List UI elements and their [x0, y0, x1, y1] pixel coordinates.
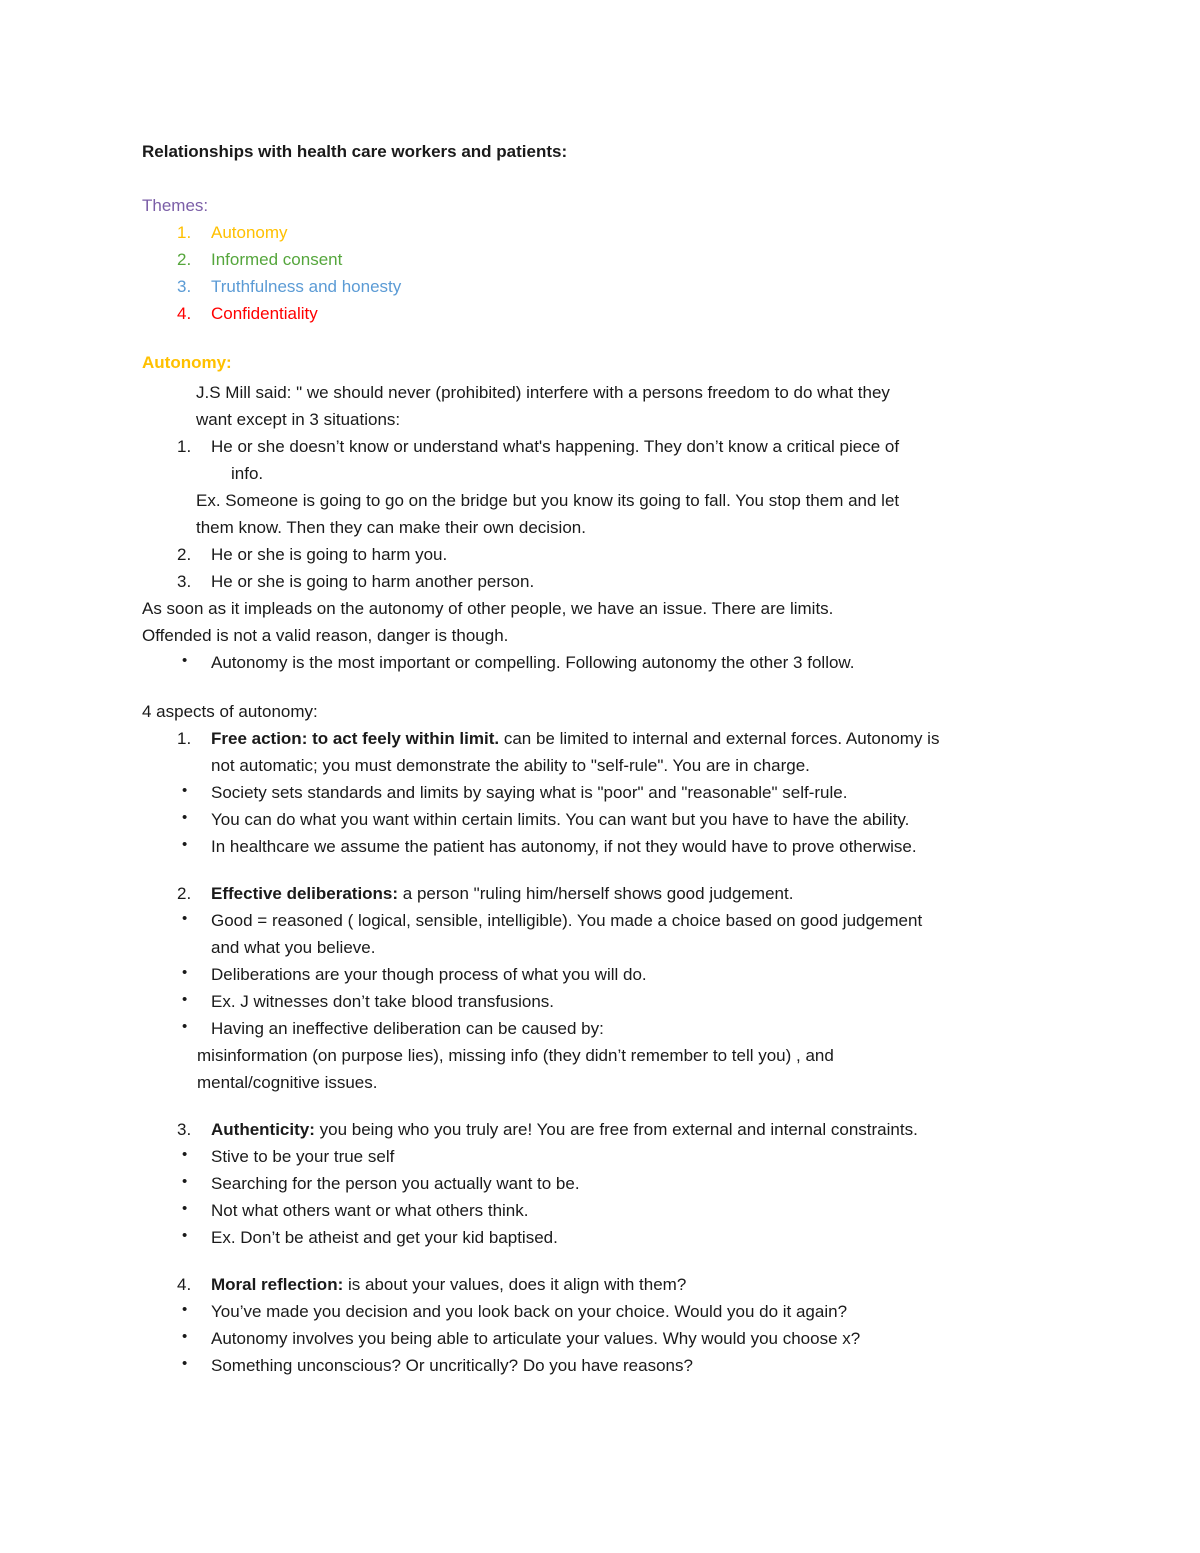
theme-number: 3.: [177, 277, 192, 296]
list-number: 4.: [177, 1275, 192, 1294]
continuation-paragraph: [197, 1042, 1060, 1096]
text-line: Not what others want or what others think.: [211, 1201, 529, 1220]
text-line: Searching for the person you actually want to be.: [211, 1174, 580, 1193]
text-line: He or she is going to harm another person.: [211, 572, 535, 591]
aspect-moral-reflection: [142, 1271, 1060, 1379]
limits-paragraph-2: Offended is not a valid reason, danger is though.: [142, 626, 509, 645]
aspect-term: Moral reflection:: [211, 1275, 344, 1294]
text-line: He or she doesn’t know or understand what's happening. They don’t know a critical piece of: [211, 437, 900, 456]
aspect-definition: you being who you truly are! You are free from external and internal constraints.: [314, 1120, 918, 1139]
text-line: You’ve made you decision and you look back on your choice. Would you do it again?: [211, 1302, 848, 1321]
bullet-item: [142, 1170, 1060, 1197]
list-number: 3.: [177, 572, 192, 591]
bullet-item: [142, 779, 1060, 806]
text-line: Good = reasoned ( logical, sensible, intelligible). You made a choice based on good judgement: [211, 911, 923, 930]
theme-label: Confidentiality: [211, 304, 318, 323]
document-title: Relationships with health care workers and patients:: [142, 142, 568, 161]
aspect-term: Effective deliberations:: [211, 884, 399, 903]
text-line: and what you believe.: [211, 938, 376, 957]
bullet-item: [142, 833, 1060, 860]
text-line: Ex. Don’t be atheist and get your kid baptised.: [211, 1228, 558, 1247]
situation-item-1: [142, 433, 1060, 487]
bullet-item: [142, 1325, 1060, 1352]
aspect-authenticity: [142, 1116, 1060, 1251]
aspect-free-action: [142, 725, 1060, 860]
bullet-item: [142, 907, 1060, 961]
aspect-definition: a person "ruling him/herself shows good judgement.: [398, 884, 794, 903]
text-line: info.: [231, 464, 264, 483]
example-paragraph: [196, 487, 1060, 541]
text-line: Autonomy is the most important or compelling. Following autonomy the other 3 follow.: [211, 653, 855, 672]
text-line: mental/cognitive issues.: [197, 1073, 378, 1092]
text-line: Deliberations are your though process of what you will do.: [211, 965, 647, 984]
situation-item-2: [142, 541, 1060, 568]
theme-number: 4.: [177, 304, 192, 323]
list-number: 3.: [177, 1120, 192, 1139]
list-number: 1.: [177, 437, 192, 456]
aspect-heading-line: [142, 1271, 1060, 1298]
text-line: In healthcare we assume the patient has autonomy, if not they would have to prove otherwise.: [211, 837, 917, 856]
text-line: Society sets standards and limits by saying what is "poor" and "reasonable" self-rule.: [211, 783, 848, 802]
text-line: Having an ineffective deliberation can be caused by:: [211, 1019, 604, 1038]
aspect-term: Free action: to act feely within limit.: [211, 729, 500, 748]
aspect-heading-line: [142, 725, 1060, 779]
aspect-term: Authenticity:: [211, 1120, 315, 1139]
text-line: He or she is going to harm you.: [211, 545, 448, 564]
bullet-item: [142, 1143, 1060, 1170]
bullet-item: [142, 1298, 1060, 1325]
text-line: Ex. J witnesses don’t take blood transfusions.: [211, 992, 555, 1011]
bullet-item-importance: [142, 649, 1060, 676]
theme-label: Informed consent: [211, 250, 343, 269]
text-line: not automatic; you must demonstrate the ability to "self-rule". You are in charge.: [211, 756, 810, 775]
text-line: misinformation (on purpose lies), missing info (they didn’t remember to tell you) , and: [197, 1046, 834, 1065]
aspect-heading-line: [142, 880, 1060, 907]
text-line: You can do what you want within certain limits. You can want but you have to have the ability.: [211, 810, 910, 829]
aspect-effective-deliberations: [142, 880, 1060, 1096]
bullet-item: [142, 961, 1060, 988]
text-line: J.S Mill said: " we should never (prohibited) interfere with a persons freedom to do what they: [196, 383, 890, 402]
text-line: Stive to be your true self: [211, 1147, 395, 1166]
bullet-item: [142, 806, 1060, 833]
themes-heading: Themes:: [142, 196, 209, 215]
text-line: them know. Then they can make their own decision.: [196, 518, 586, 537]
situation-item-3: [142, 568, 1060, 595]
text-line: want except in 3 situations:: [196, 410, 401, 429]
theme-label: Autonomy: [211, 223, 288, 242]
themes-section: [142, 192, 1060, 327]
bullet-item: [142, 1015, 1060, 1042]
bullet-item: [142, 988, 1060, 1015]
bullet-item: [142, 1197, 1060, 1224]
aspect-definition: can be limited to internal and external forces. Autonomy is: [499, 729, 940, 748]
autonomy-section-heading: Autonomy:: [142, 353, 232, 372]
theme-item-autonomy: [142, 219, 1060, 246]
bullet-item: [142, 1352, 1060, 1379]
list-number: 1.: [177, 729, 192, 748]
aspect-heading-line: [142, 1116, 1060, 1143]
theme-item-informed-consent: [142, 246, 1060, 273]
limits-paragraph-1: As soon as it impleads on the autonomy of other people, we have an issue. There are limits.: [142, 599, 834, 618]
text-line: Autonomy involves you being able to articulate your values. Why would you choose x?: [211, 1329, 861, 1348]
aspects-intro: 4 aspects of autonomy:: [142, 702, 318, 721]
list-number: 2.: [177, 884, 192, 903]
mill-quote-paragraph: [196, 379, 1060, 433]
text-line: Ex. Someone is going to go on the bridge but you know its going to fall. You stop them and let: [196, 491, 900, 510]
aspect-definition: is about your values, does it align with them?: [343, 1275, 687, 1294]
text-line: Something unconscious? Or uncritically? Do you have reasons?: [211, 1356, 693, 1375]
theme-label: Truthfulness and honesty: [211, 277, 402, 296]
autonomy-section: [142, 349, 1060, 676]
theme-item-truthfulness: [142, 273, 1060, 300]
theme-number: 2.: [177, 250, 192, 269]
list-number: 2.: [177, 545, 192, 564]
theme-item-confidentiality: [142, 300, 1060, 327]
bullet-item: [142, 1224, 1060, 1251]
theme-number: 1.: [177, 223, 192, 242]
